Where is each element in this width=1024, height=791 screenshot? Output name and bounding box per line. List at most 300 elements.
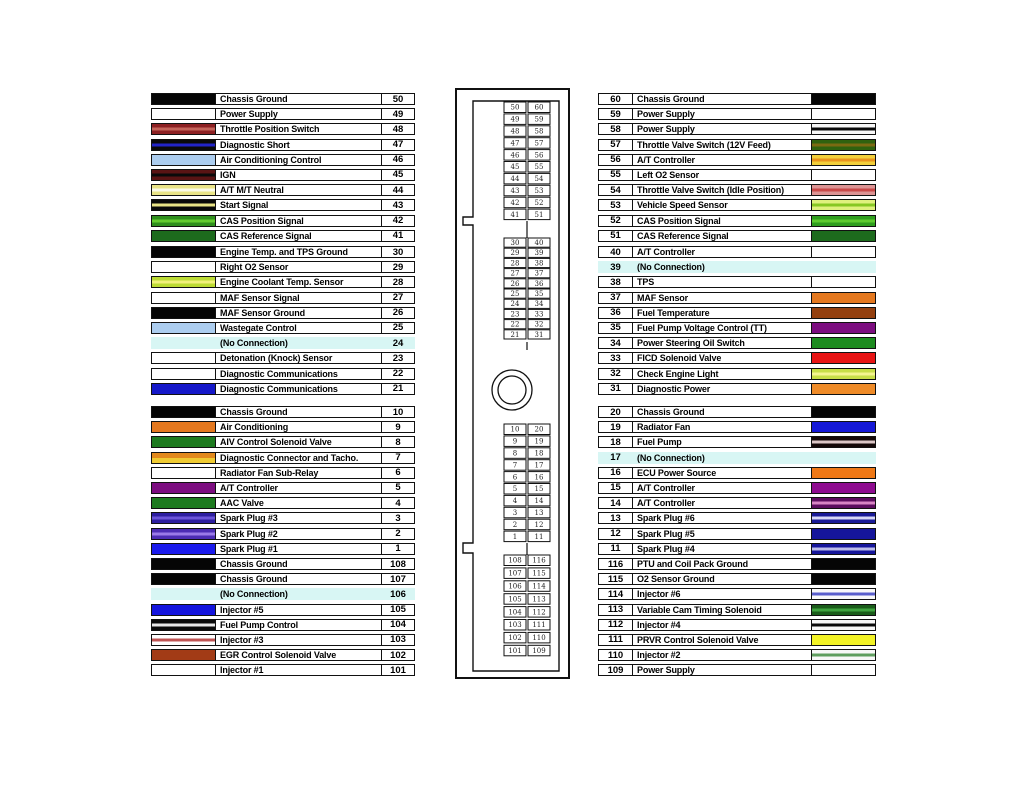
wire-color-swatch [152,262,216,272]
pin-row [151,368,415,380]
wire-color-swatch [811,620,875,630]
pin-label: Right O2 Sensor [220,262,289,273]
pin-label: A/T Controller [637,482,695,493]
wire-color-swatch [152,170,216,180]
pin-number: 115 [599,574,633,584]
wire-color-swatch [811,437,875,447]
wire-color-swatch [811,216,875,226]
pin-label: Injector #1 [220,665,264,676]
pin-cell-number: 29 [510,249,520,258]
pin-number: 108 [381,559,414,569]
pin-label: Variable Cam Timing Solenoid [637,604,762,615]
pin-number: 109 [599,665,633,675]
pin-row [598,184,876,196]
pin-number: 45 [381,170,414,180]
pin-row [598,368,876,380]
pin-row [151,604,415,616]
wire-color-swatch [811,422,875,432]
pin-label: Spark Plug #5 [637,528,695,539]
pin-label: Power Supply [637,124,695,135]
pin-row [151,649,415,661]
pin-row [598,543,876,555]
pin-number: 2 [381,529,414,539]
wire-color-swatch [811,589,875,599]
pin-cell-number: 106 [508,582,522,591]
wire-color-swatch [152,665,216,675]
pin-label: (No Connection) [220,338,288,349]
pin-label: A/T Controller [220,482,278,493]
pin-row [151,497,415,509]
pin-cell-number: 107 [508,569,522,578]
pin-cell-number: 25 [510,290,520,298]
pin-row [598,497,876,509]
pin-row [151,307,415,319]
pin-number: 21 [381,384,414,394]
pin-number: 12 [599,529,633,539]
pin-label: CAS Reference Signal [637,230,729,241]
pin-row [598,337,876,349]
pin-row [598,292,876,304]
pin-row [151,543,415,555]
pin-row [151,619,415,631]
wire-color-swatch [152,140,216,150]
pin-label: Throttle Valve Switch (Idle Position) [637,185,784,196]
pin-cell-number: 55 [534,163,544,172]
pin-label: Chassis Ground [637,94,705,104]
pin-label: Detonation (Knock) Sensor [220,353,333,364]
wire-color-swatch [152,109,216,119]
pin-cell-number: 13 [534,508,544,517]
pin-row [598,573,876,585]
pin-cell-number: 42 [510,198,520,207]
wire-color-swatch [811,574,875,584]
pin-label: Diagnostic Short [220,139,290,150]
pin-label: Power Supply [220,109,278,120]
pin-cell-number: 10 [510,425,520,434]
pin-label: Start Signal [220,200,269,211]
pin-number: 57 [599,140,633,150]
pin-label: Fuel Pump Control [220,619,298,630]
pin-row [151,261,415,273]
no-connection-row [598,452,876,464]
pin-cell-number: 31 [534,330,544,339]
pin-number: 56 [599,155,633,165]
pin-number: 112 [599,620,633,630]
pin-number: 31 [599,384,633,394]
wire-color-swatch [811,483,875,493]
pin-cell-number: 51 [534,210,544,219]
pin-row [598,649,876,661]
pin-cell-number: 3 [512,508,518,517]
wire-color-swatch [152,155,216,165]
pin-label: Left O2 Sensor [637,169,699,180]
pin-cell-number: 46 [510,151,520,160]
pin-cell-number: 21 [510,330,520,339]
pin-number: 18 [599,437,633,447]
connector-outline-svg [455,88,571,680]
pin-cell-number: 105 [508,595,522,604]
wire-color-swatch [811,544,875,554]
pin-number: 6 [381,468,414,478]
pin-row [151,482,415,494]
pin-label: FICD Solenoid Valve [637,353,722,364]
pin-number: 20 [599,407,633,417]
pin-row [598,154,876,166]
pin-label: Power Supply [637,665,695,676]
pin-number: 26 [381,308,414,318]
pin-cell-number: 116 [532,556,546,565]
pin-row [598,322,876,334]
wire-color-swatch [152,650,216,660]
pin-row [151,154,415,166]
pin-row [151,421,415,433]
pin-label: A/T Controller [637,247,695,257]
wire-color-swatch [152,353,216,363]
pin-number: 10 [381,407,414,417]
pin-number: 13 [599,513,633,523]
wire-color-swatch [811,338,875,348]
pin-number: 105 [381,605,414,615]
pin-label: Diagnostic Connector and Tacho. [220,452,359,463]
pin-cell-number: 27 [510,269,520,278]
pin-label: CAS Position Signal [220,215,304,226]
pin-label: Diagnostic Communications [220,368,338,379]
pin-row [598,307,876,319]
pin-number: 101 [381,665,414,675]
wire-color-swatch [811,323,875,333]
wire-color-swatch [811,231,875,241]
pin-number: 17 [610,452,621,464]
pin-number: 3 [381,513,414,523]
pin-label: Power Supply [637,109,695,120]
pin-number: 104 [381,620,414,630]
pin-label: Diagnostic Communications [220,383,338,394]
wire-color-swatch [811,293,875,303]
pin-group [151,558,415,680]
pin-number: 4 [381,498,414,508]
wire-color-swatch [152,620,216,630]
pin-label: Fuel Pump [637,437,682,448]
pin-row [151,383,415,395]
pin-row [598,482,876,494]
pin-label: Wastegate Control [220,322,297,333]
wire-color-swatch [152,247,216,257]
pin-cell-number: 11 [534,532,544,541]
pin-row [598,588,876,600]
wire-color-swatch [811,559,875,569]
wire-color-swatch [152,216,216,226]
pin-row [598,558,876,570]
pin-row [151,230,415,242]
pin-cell-number: 112 [532,608,546,617]
wire-color-swatch [152,407,216,417]
pin-number: 15 [599,483,633,493]
pin-number: 106 [390,588,406,600]
pin-cell-number: 60 [534,103,544,112]
pin-cell-number: 44 [510,175,520,184]
wire-color-swatch [152,200,216,210]
pin-number: 58 [599,124,633,134]
wire-color-swatch [811,513,875,523]
wire-color-swatch [152,483,216,493]
pin-row [598,383,876,395]
wire-color-swatch [152,529,216,539]
wire-color-swatch [811,155,875,165]
pin-cell-number: 30 [510,239,520,247]
pin-number: 8 [381,437,414,447]
pin-cell-number: 23 [510,310,520,319]
pin-label: Radiator Fan [637,422,691,433]
pin-cell-number: 102 [508,634,522,642]
pin-label: (No Connection) [220,589,288,600]
pin-number: 49 [381,109,414,119]
pin-row [598,634,876,646]
pin-cell-number: 28 [510,259,520,268]
pin-cell-number: 52 [534,198,544,207]
wire-color-swatch [152,589,216,599]
pin-label: Chassis Ground [220,407,288,417]
pin-label: CAS Reference Signal [220,230,312,241]
pin-row [151,322,415,334]
pin-number: 22 [381,369,414,379]
pin-row [151,558,415,570]
wire-color-swatch [811,665,875,675]
wire-color-swatch [811,468,875,478]
pin-group [151,406,415,558]
pin-label: Air Conditioning [220,422,289,433]
pin-cell-number: 34 [534,300,544,309]
pin-label: Spark Plug #3 [220,513,278,524]
pin-row [151,467,415,479]
pin-number: 34 [599,338,633,348]
pin-label: EGR Control Solenoid Valve [220,650,337,661]
wire-color-swatch [152,437,216,447]
wire-color-swatch [152,513,216,523]
pin-cell-number: 50 [510,103,520,112]
pin-row [598,406,876,418]
pin-row [598,123,876,135]
pin-row [151,528,415,540]
wire-color-swatch [811,498,875,508]
pin-row [598,215,876,227]
pin-label: Throttle Valve Switch (12V Feed) [637,139,771,150]
no-connection-row [151,337,415,349]
pin-label: A/T Controller [637,498,695,509]
pin-cell-number: 48 [510,127,520,136]
pin-cell-number: 12 [534,520,544,529]
pin-row [598,246,876,258]
pin-row [151,215,415,227]
wire-color-swatch [152,635,216,645]
pin-row [151,199,415,211]
pin-number: 1 [381,544,414,554]
pin-row [151,406,415,418]
wire-color-swatch [152,422,216,432]
wire-color-swatch [152,338,216,348]
wire-color-swatch [811,124,875,134]
pin-cell-number: 104 [508,608,522,617]
pin-cell-number: 103 [508,621,522,630]
pin-cell-number: 15 [534,485,544,494]
pin-number: 114 [599,589,633,599]
pin-label: Chassis Ground [220,94,288,104]
pin-row [151,352,415,364]
ecu-connector-diagram [455,88,571,680]
pin-cell-number: 58 [534,127,544,136]
pin-number: 16 [599,468,633,478]
pin-label: Radiator Fan Sub-Relay [220,467,319,478]
pin-number: 5 [381,483,414,493]
pin-row [151,246,415,258]
wire-color-swatch [811,247,875,257]
pin-label: PTU and Coil Pack Ground [637,559,748,569]
wire-color-swatch [811,453,875,463]
pin-label: Throttle Position Switch [220,124,320,135]
pin-cell-number: 20 [534,425,544,434]
pin-label: Injector #3 [220,634,264,645]
wire-color-swatch [811,635,875,645]
wire-color-swatch [811,369,875,379]
pin-number: 33 [599,353,633,363]
pin-group [598,406,876,558]
pin-number: 29 [381,262,414,272]
wire-color-swatch [811,605,875,615]
pin-number: 42 [381,216,414,226]
pin-number: 102 [381,650,414,660]
pin-cell-number: 9 [512,437,518,446]
pin-label: MAF Sensor Signal [220,292,300,303]
pin-label: A/T M/T Neutral [220,185,284,196]
pin-label: Injector #5 [220,604,264,615]
no-connection-row [151,588,415,600]
pin-label: AIV Control Solenoid Valve [220,437,332,448]
wire-color-swatch [811,170,875,180]
wire-color-swatch [811,529,875,539]
pin-row [151,664,415,676]
pin-label: Chassis Ground [220,574,288,585]
wire-color-swatch [811,200,875,210]
pin-row [598,664,876,676]
pin-cell-number: 26 [510,279,520,288]
pin-label: Diagnostic Power [637,383,711,394]
pin-group [598,558,876,680]
pin-row [598,604,876,616]
pin-row [151,276,415,288]
pin-label: Fuel Temperature [637,307,710,318]
pin-label: MAF Sensor Ground [220,307,305,318]
pin-cell-number: 56 [534,151,544,160]
pin-number: 19 [599,422,633,432]
wire-color-swatch [152,384,216,394]
pin-cell-number: 22 [510,320,520,329]
pin-cell-number: 108 [508,556,522,565]
pin-label: IGN [220,169,236,180]
pin-number: 107 [381,574,414,584]
pin-cell-number: 16 [534,473,544,482]
pin-label: Injector #2 [637,650,681,661]
pin-cell-number: 110 [532,634,546,642]
pin-row [151,169,415,181]
pin-number: 53 [599,200,633,210]
pin-label: ECU Power Source [637,467,717,478]
pin-group [151,93,415,245]
pin-group [598,93,876,245]
pin-label: Spark Plug #4 [637,543,695,554]
pin-number: 110 [599,650,633,660]
pin-cell-number: 43 [510,187,520,195]
pin-cell-number: 4 [512,497,518,505]
pin-row [598,512,876,524]
pin-label: AAC Valve [220,498,264,509]
pin-label: Engine Temp. and TPS Ground [220,247,348,257]
wire-color-swatch [811,407,875,417]
pin-number: 47 [381,140,414,150]
pin-row [151,512,415,524]
pin-number: 23 [381,353,414,363]
pin-cell-number: 59 [534,115,544,124]
pin-label: (No Connection) [637,262,705,273]
pin-row [151,292,415,304]
pin-label: Spark Plug #1 [220,543,278,554]
pin-label: Spark Plug #6 [637,513,695,524]
pin-number: 11 [599,544,633,554]
wire-color-swatch [152,369,216,379]
pin-number: 36 [599,308,633,318]
no-connection-row [598,261,876,273]
wire-color-swatch [811,140,875,150]
pin-cell-number: 5 [512,485,518,494]
pin-label: PRVR Control Solenoid Valve [637,634,759,645]
pin-group [151,246,415,398]
pin-cell-number: 45 [510,163,520,172]
pin-number: 39 [610,261,621,273]
pin-number: 28 [381,277,414,287]
pin-number: 9 [381,422,414,432]
pin-cell-number: 14 [534,497,544,505]
pin-row [151,184,415,196]
wire-color-swatch [152,559,216,569]
pin-label: O2 Sensor Ground [637,574,715,585]
pin-label: (No Connection) [637,452,705,463]
pin-number: 59 [599,109,633,119]
pin-number: 24 [392,337,404,349]
pin-row [598,619,876,631]
wire-color-swatch [811,308,875,318]
wire-color-swatch [811,353,875,363]
pin-cell-number: 115 [532,569,546,578]
pin-number: 40 [599,247,633,257]
pin-number: 54 [599,185,633,195]
pin-number: 52 [599,216,633,226]
wire-color-swatch [152,231,216,241]
pin-row [598,199,876,211]
pin-label: Injector #4 [637,619,681,630]
pin-label: Engine Coolant Temp. Sensor [220,277,344,288]
pin-cell-number: 18 [534,449,544,458]
pin-label: CAS Position Signal [637,215,721,226]
pin-cell-number: 1 [512,532,518,541]
pin-cell-number: 2 [512,520,518,529]
wire-color-swatch [152,185,216,195]
pin-label: A/T Controller [637,154,695,165]
pin-number: 51 [599,231,633,241]
pin-cell-number: 33 [534,310,544,319]
pin-row [598,436,876,448]
pin-row [598,276,876,288]
pin-cell-number: 37 [534,269,544,278]
wire-color-swatch [811,185,875,195]
pin-cell-number: 40 [534,239,544,247]
